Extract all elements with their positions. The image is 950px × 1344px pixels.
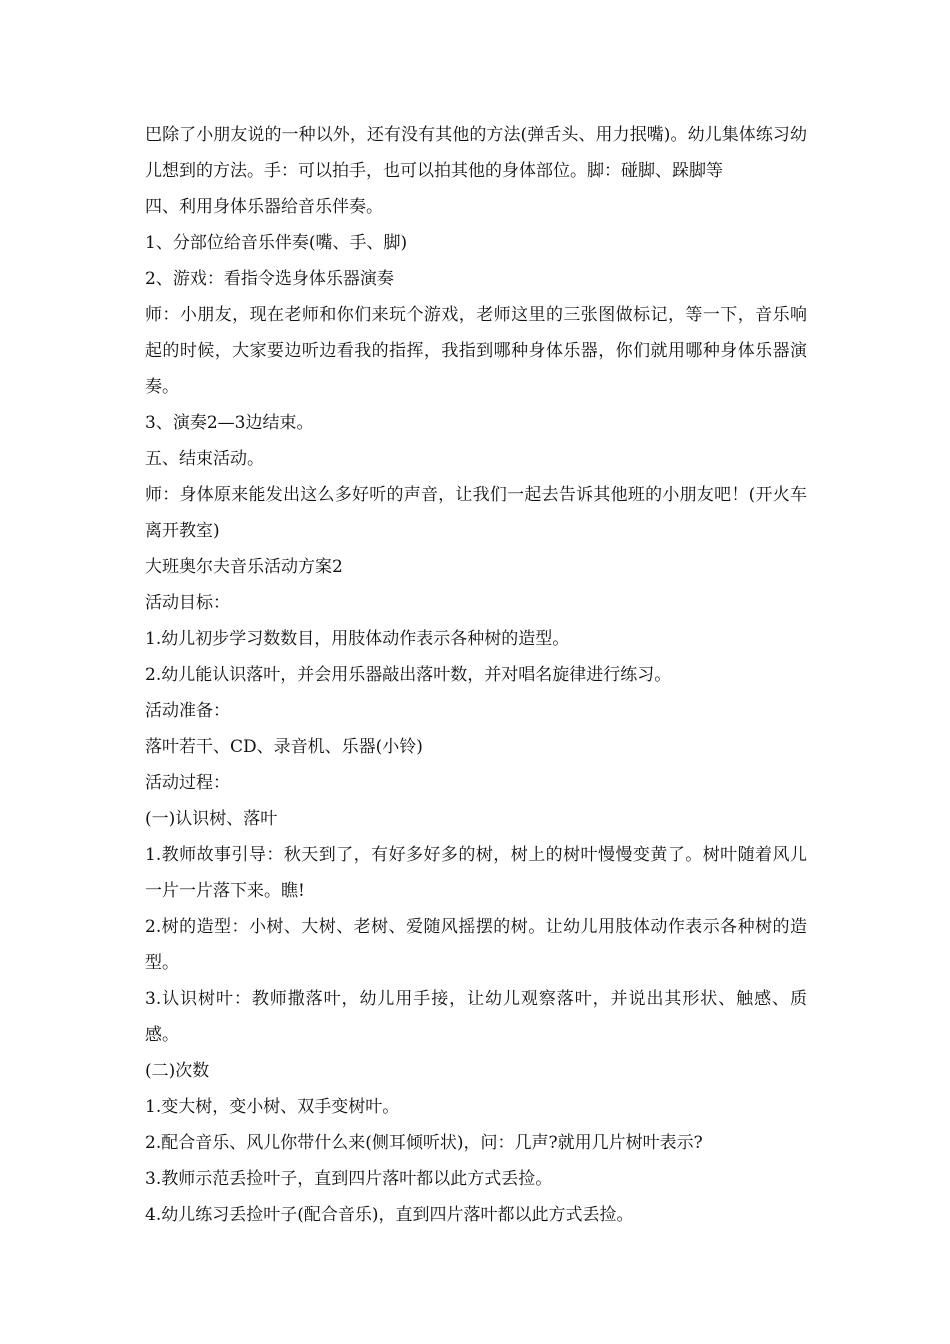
subheading-counting: (二)次数 [145,1061,210,1081]
list-item-teacher-demo: 3.教师示范丢捡叶子，直到四片落叶都以此方式丢捡。 [145,1169,553,1189]
list-item-story-intro: 1.教师故事引导：秋天到了，有好多好多的树，树上的树叶慢慢变黄了。树叶随着风儿一片一片落下来。瞧! [145,845,807,901]
list-item-become-trees: 1.变大树，变小树、双手变树叶。 [145,1097,400,1117]
subheading-know-trees: (一)认识树、落叶 [145,809,278,829]
paragraph-materials: 落叶若干、CD、录音机、乐器(小铃) [145,737,423,757]
paragraph-body-percussion-methods: 巴除了小朋友说的一种以外，还有没有其他的方法(弹舌头、用力抿嘴)。幼儿集体练习幼儿想到的方法。手：可以拍手，也可以拍其他的身体部位。脚：碰脚、跺脚等 [145,125,807,181]
list-item-perform: 3、演奏2—3边结束。 [145,413,314,433]
document-body [145,117,807,1233]
label-activity-preparation: 活动准备： [145,701,230,721]
list-item-accompany-by-part: 1、分部位给音乐伴奏(嘴、手、脚) [145,233,408,253]
paragraph-teacher-game-instructions: 师：小朋友，现在老师和你们来玩个游戏，老师这里的三张图做标记，等一下，音乐响起的时候，大家要边听边看我的指挥，我指到哪种身体乐器，你们就用哪种身体乐器演奏。 [145,305,807,397]
heading-step-four: 四、利用身体乐器给音乐伴奏。 [145,197,383,217]
list-item-goal-1: 1.幼儿初步学习数数目，用肢体动作表示各种树的造型。 [145,629,570,649]
list-item-tree-shapes: 2.树的造型：小树、大树、老树、爱随风摇摆的树。让幼儿用肢体动作表示各种树的造型。 [145,917,807,973]
section-title-plan-2: 大班奥尔夫音乐活动方案2 [145,557,343,577]
list-item-music-wind: 2.配合音乐、风儿你带什么来(侧耳倾听状)，问：几声?就用几片树叶表示? [145,1133,703,1153]
list-item-game: 2、游戏：看指令选身体乐器演奏 [145,269,394,289]
list-item-know-leaves: 3.认识树叶：教师撒落叶，幼儿用手接，让幼儿观察落叶，并说出其形状、触感、质感。 [145,989,807,1045]
label-activity-goals: 活动目标： [145,593,230,613]
list-item-child-practice: 4.幼儿练习丢捡叶子(配合音乐)，直到四片落叶都以此方式丢捡。 [145,1205,634,1225]
list-item-goal-2: 2.幼儿能认识落叶，并会用乐器敲出落叶数，并对唱名旋律进行练习。 [145,665,672,685]
label-activity-process: 活动过程： [145,773,230,793]
heading-step-five: 五、结束活动。 [145,449,264,469]
paragraph-teacher-closing: 师：身体原来能发出这么多好听的声音，让我们一起去告诉其他班的小朋友吧！(开火车离开教室) [145,485,807,541]
